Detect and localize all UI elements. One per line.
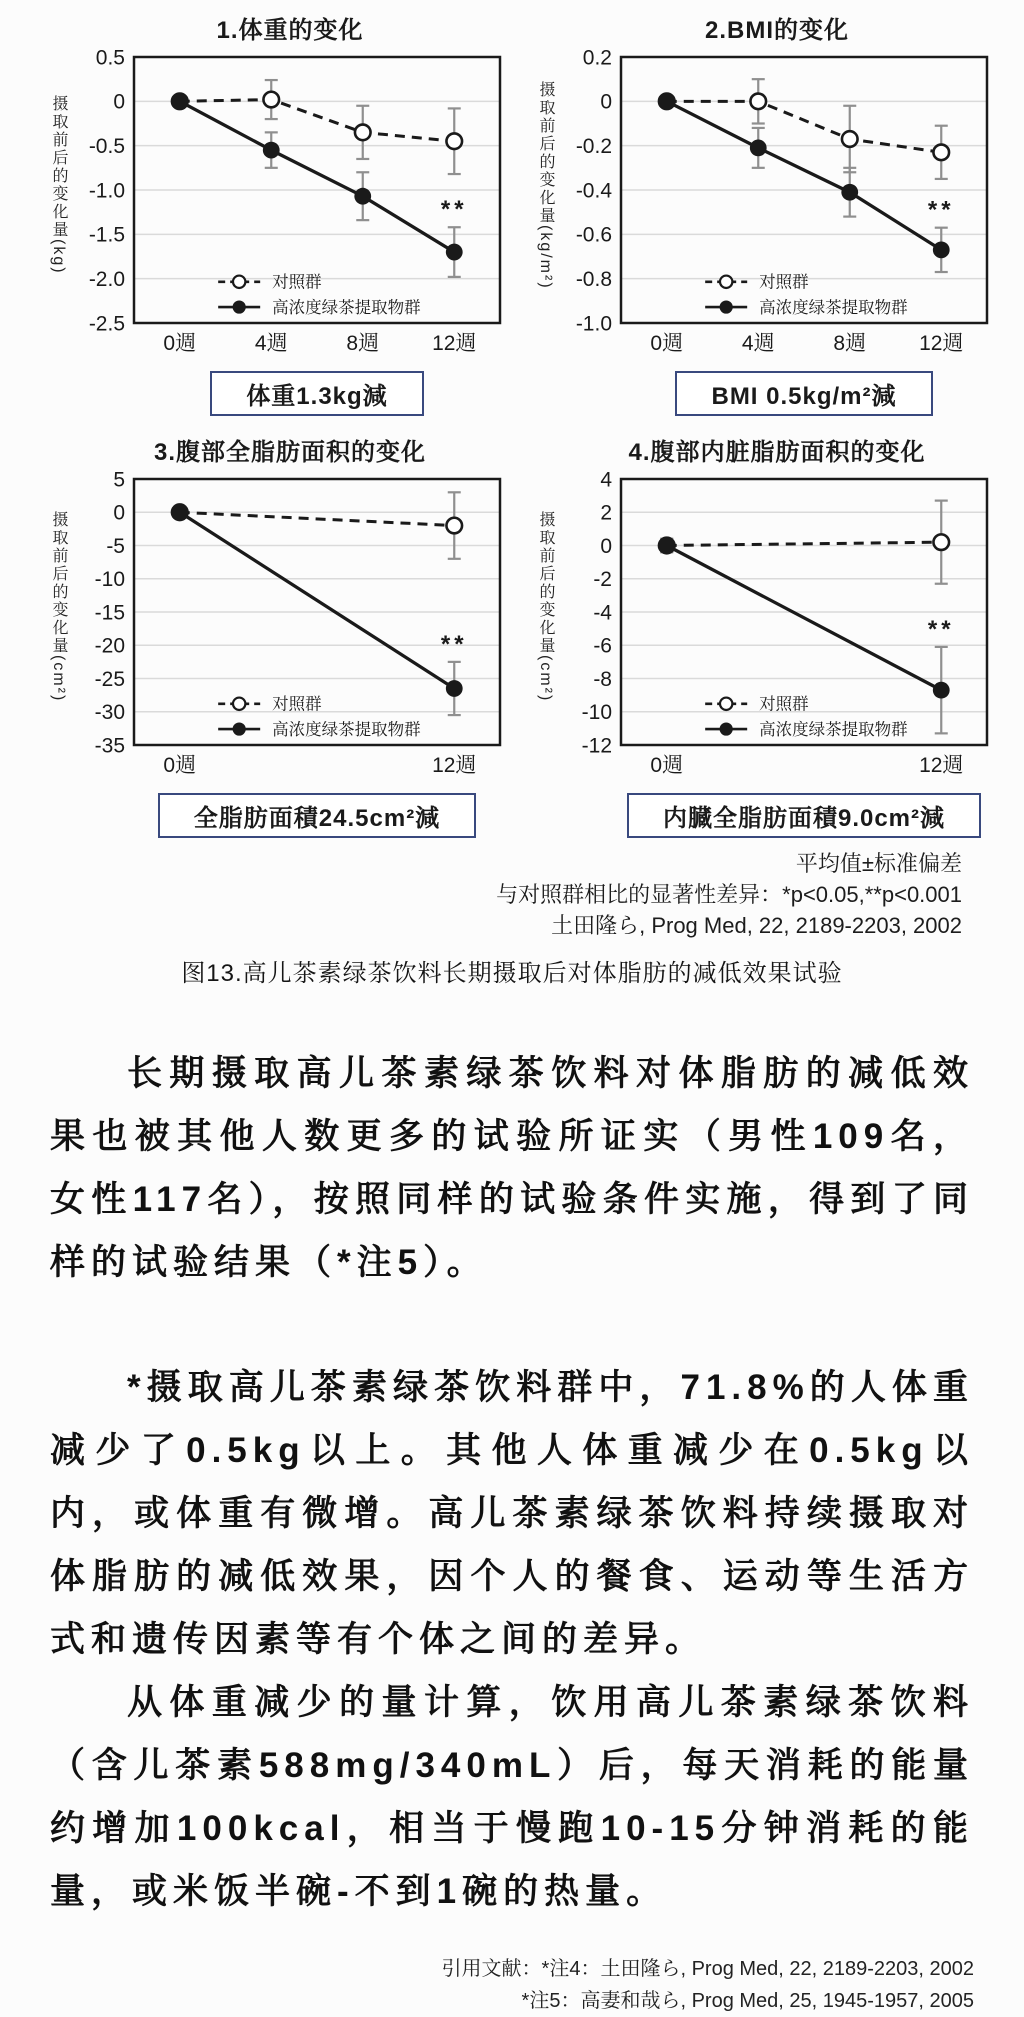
control-series [659,94,949,161]
x-tick-labels [163,332,476,355]
x-tick-label: 4週 [741,332,775,355]
y-axis-title: 摄取前后的变化量(cm²) [537,511,554,703]
y-tick-label: -2.0 [88,268,125,292]
data-point-open [355,125,371,141]
y-tick-label: -15 [94,601,125,625]
line-chart-weight [70,47,506,363]
data-point-filled [658,537,675,554]
citations-block [0,1953,1024,2017]
greentea-series [171,93,462,261]
gridlines [621,512,987,712]
paragraph-2: *摄取高儿茶素绿茶饮料群中，71.8%的人体重减少了0.5kg以上。其他人体重减少在0.5kg以内，或体重有微增。高儿茶素绿茶饮料持续摄取对体脂肪的减低效果，因个人的餐食、运动等生活方式和遗传因素等有个体之间的差异。 [50,1368,974,1659]
line-chart-bmi [557,47,993,363]
y-tick-label: 0 [600,90,612,114]
greentea-series [171,504,462,697]
y-tick-label: -0.5 [88,135,125,159]
y-tick-label: 0 [113,501,125,525]
summary-box-total-fat: 全脂肪面積24.5cm²減 [158,793,476,838]
figure-caption: 图13.高儿茶素绿茶饮料长期摄取后对体脂肪的减低效果试验 [181,960,843,987]
control-series [172,504,462,533]
data-point-filled [841,184,858,201]
data-point-filled [354,188,371,205]
data-point-open [446,518,462,534]
legend-marker-open [233,276,245,288]
data-point-open [842,131,858,147]
significance-marker: ** [440,630,468,658]
x-tick-label: 4週 [254,332,288,355]
chart-title: 2.BMI的变化 [704,17,849,44]
data-point-filled [171,93,188,110]
legend-label: 对照群 [759,695,809,714]
data-point-filled [263,142,280,159]
significance-marker: ** [927,196,955,224]
y-tick-label: -8 [593,667,612,691]
legend-label: 高浓度绿茶提取物群 [759,720,908,739]
legend-label: 高浓度绿茶提取物群 [272,720,421,739]
y-tick-label: -25 [94,667,125,691]
y-tick-labels [576,47,613,335]
legend-marker-filled [720,300,733,313]
x-tick-label: 12週 [919,754,964,777]
y-tick-label: -12 [581,734,612,758]
y-axis-title: 摄取前后的变化量(cm²) [50,511,67,703]
y-tick-label: 2 [600,501,612,525]
greentea-series [658,537,949,698]
summary-box-visceral-fat: 内臓全脂肪面積9.0cm²減 [627,793,981,838]
legend-label: 对照群 [272,273,322,292]
x-tick-labels [650,754,963,777]
chart-total-fat-area [38,430,508,838]
chart-title: 3.腹部全脂肪面积的变化 [153,439,426,466]
y-tick-label: -5 [106,534,125,558]
legend-marker-filled [720,722,733,735]
error-bars [173,492,461,715]
data-point-open [446,133,462,149]
y-tick-label: 4 [600,469,612,492]
error-bars [173,80,461,277]
paragraph-3: 从体重减少的量计算，饮用高儿茶素绿茶饮料（含儿茶素588mg/340mL）后，每天消耗的能量约增加100kcal，相当于慢跑10-15分钟消耗的能量，或米饭半碗-不到1碗的热量。 [50,1683,974,1911]
y-tick-label: -10 [581,701,612,725]
legend-marker-filled [233,722,246,735]
significance-marker: ** [440,196,468,224]
figure-charts-grid [0,0,1024,838]
legend-marker-open [720,276,732,288]
chart-weight-change [38,8,508,416]
legend-label: 对照群 [272,695,322,714]
line-chart-total-fat [70,469,506,785]
data-point-open [750,94,766,110]
control-series [659,534,949,553]
paragraph-1: 长期摄取高儿茶素绿茶饮料对体脂肪的减低效果也被其他人数更多的试验所证实（男性109名，女性117名），按照同样的试验条件实施，得到了同样的试验结果（*注5）。 [50,1054,974,1282]
legend-marker-open [233,698,245,710]
chart-bmi-change [525,8,995,416]
significance-marker: ** [927,615,955,643]
y-tick-label: 5 [113,469,125,492]
data-point-filled [446,680,463,697]
y-axis-title: 摄取前后的变化量(kg) [50,95,67,275]
legend-label: 高浓度绿茶提取物群 [759,298,908,317]
data-point-open [933,145,949,161]
y-tick-label: -0.2 [575,135,612,159]
gridlines [621,101,987,278]
chart-title: 4.腹部内脏脂肪面积的变化 [628,439,926,466]
article-body [0,1042,1024,1923]
y-tick-label: -1.5 [88,223,125,247]
x-tick-label: 8週 [833,332,867,355]
y-tick-labels [95,469,125,757]
y-tick-label: 0 [113,90,125,114]
line-chart-visceral-fat [557,469,993,785]
y-tick-label: -1.0 [575,312,612,336]
x-tick-label: 0週 [163,332,197,355]
legend-marker-open [720,698,732,710]
data-point-filled [933,682,950,699]
x-tick-labels [650,332,963,355]
summary-box-weight: 体重1.3kg減 [210,371,423,416]
y-tick-label: -2 [593,568,612,592]
citation-note5: *注5：高妻和哉ら, Prog Med, 25, 1945-1957, 2005 [521,1990,974,2012]
note-reference: 土田隆ら, Prog Med, 22, 2189-2203, 2002 [551,913,962,938]
data-point-filled [658,93,675,110]
data-point-filled [171,504,188,521]
y-tick-label: -6 [593,634,612,658]
x-tick-label: 12週 [432,332,477,355]
y-tick-label: -30 [94,701,125,725]
legend-label: 对照群 [759,273,809,292]
y-tick-label: -4 [593,601,612,625]
x-tick-label: 12週 [432,754,477,777]
note-mean-sd: 平均值±标准偏差 [795,851,962,876]
note-significance: 与对照群相比的显著性差异：*p<0.05,**p<0.001 [496,882,962,907]
y-tick-label: 0.2 [582,47,612,70]
y-tick-labels [582,469,613,757]
data-point-open [933,534,949,550]
chart-title: 1.体重的变化 [216,17,364,44]
data-point-filled [933,241,950,258]
y-tick-label: -2.5 [88,312,125,336]
y-tick-label: -10 [94,568,125,592]
x-tick-label: 8週 [346,332,380,355]
x-tick-label: 0週 [163,754,197,777]
y-tick-labels [89,47,125,335]
legend-marker-filled [233,300,246,313]
y-tick-label: 0.5 [95,47,125,70]
gridlines [134,101,500,278]
y-tick-label: -0.8 [575,268,612,292]
x-tick-label: 0週 [650,332,684,355]
y-tick-label: -20 [94,634,125,658]
y-tick-label: -35 [94,734,125,758]
data-point-filled [750,139,767,156]
citation-note4: 引用文献：*注4：土田隆ら, Prog Med, 22, 2189-2203, 2002 [441,1958,974,1980]
y-tick-label: -1.0 [88,179,125,203]
legend [218,695,421,739]
data-point-open [263,92,279,108]
y-tick-label: -0.6 [575,223,612,247]
chart-visceral-fat-area [525,430,995,838]
data-point-filled [446,244,463,261]
x-tick-labels [163,754,476,777]
x-tick-label: 12週 [919,332,964,355]
legend [705,695,908,739]
figure-notes [0,848,1024,941]
error-bars [660,79,948,272]
legend-label: 高浓度绿茶提取物群 [272,298,421,317]
greentea-series [658,93,949,258]
x-tick-label: 0週 [650,754,684,777]
y-tick-label: 0 [600,534,612,558]
summary-box-bmi: BMI 0.5kg/m²減 [675,371,932,416]
y-tick-label: -0.4 [575,179,612,203]
y-axis-title: 摄取前后的变化量(kg/m²) [537,80,554,290]
